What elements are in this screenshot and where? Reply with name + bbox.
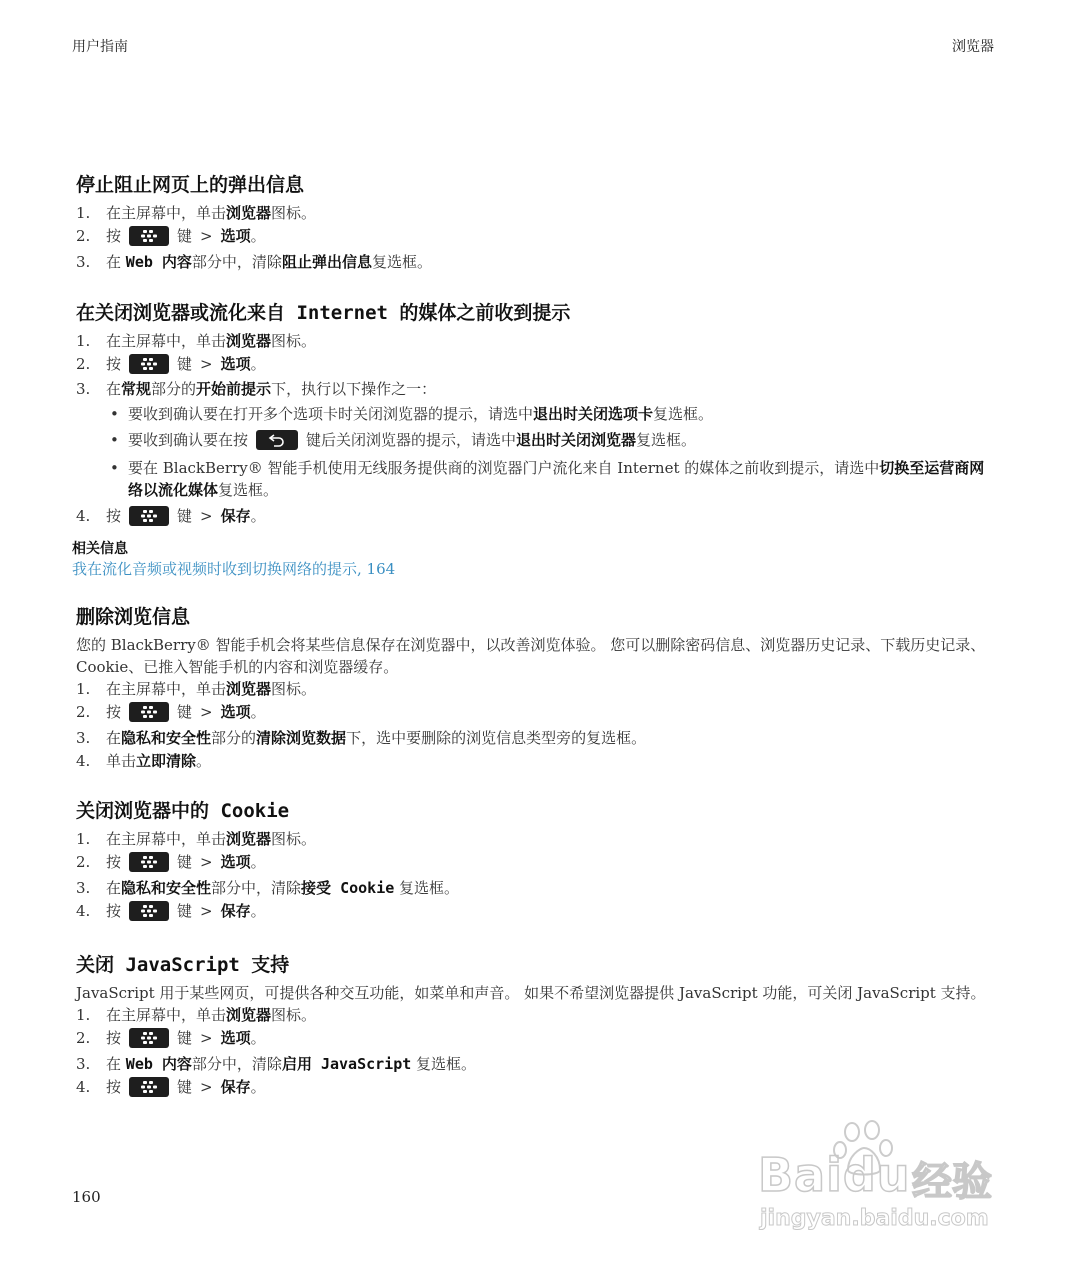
menu-key-icon [129, 506, 169, 526]
list-item: 3. 在 Web 内容部分中，清除阻止弹出信息复选框。 [76, 253, 432, 271]
menu-key-icon [129, 702, 169, 722]
list-item: 1. 在主屏幕中，单击浏览器图标。 [76, 1006, 317, 1024]
list-item: 4. 按 键 > 保存。 [76, 902, 266, 920]
section-delete-browsing-info [76, 604, 996, 773]
step-list [76, 828, 996, 923]
bullet-icon: • [110, 459, 119, 477]
header-guide-title: 用户指南 [72, 39, 128, 55]
section-disable-javascript [76, 952, 996, 1099]
list-item: 4. 按 键 > 保存。 [76, 1078, 266, 1096]
menu-key-icon [129, 852, 169, 872]
section-prompt-before-close [76, 300, 996, 528]
list-item: • 要收到确认要在按 键后关闭浏览器的提示，请选中退出时关闭浏览器复选框。 [110, 431, 697, 449]
list-item: 1. 在主屏幕中，单击浏览器图标。 [76, 204, 317, 222]
page-number: 160 [72, 1188, 101, 1206]
list-item: 4. 按 键 > 保存。 [76, 507, 266, 525]
escape-key-icon [256, 430, 298, 450]
list-item: 3. 在 Web 内容部分中，清除启用 JavaScript 复选框。 [76, 1055, 477, 1073]
section-title: 关闭浏览器中的 Cookie [76, 800, 290, 822]
section-description: JavaScript 用于某些网页，可提供各种交互功能，如菜单和声音。 如果不希望浏览器提供 JavaScript 功能，可关闭 JavaScript 支持。 [76, 984, 986, 1002]
step-list [76, 505, 996, 528]
list-item: 3. 在隐私和安全性部分中，清除接受 Cookie 复选框。 [76, 879, 460, 897]
list-item: 2. 按 键 > 选项。 [76, 355, 266, 373]
section-disable-cookies [76, 798, 996, 923]
header-section-title: 浏览器 [952, 39, 994, 55]
bullet-icon: • [110, 405, 119, 423]
bullet-icon: • [110, 431, 119, 449]
section-title: 关闭 JavaScript 支持 [76, 954, 290, 976]
list-item: 2. 按 键 > 选项。 [76, 703, 266, 721]
menu-key-icon [129, 1077, 169, 1097]
watermark-cn: 经验 [912, 1159, 992, 1205]
list-item: 2. 按 键 > 选项。 [76, 853, 266, 871]
option-list [76, 403, 996, 501]
list-item: 1. 在主屏幕中，单击浏览器图标。 [76, 680, 317, 698]
section-description: 您的 BlackBerry® 智能手机会将某些信息保存在浏览器中，以改善浏览体验。 您可以删除密码信息、浏览器历史记录、下载历史记录、Cookie、已推入智能手机的内容和浏览器缓存。 [76, 636, 986, 676]
list-item: • 要收到确认要在打开多个选项卡时关闭浏览器的提示，请选中退出时关闭选项卡复选框。 [110, 405, 714, 423]
list-item: 3. 在隐私和安全性部分的清除浏览数据下，选中要删除的浏览信息类型旁的复选框。 [76, 729, 647, 747]
list-item: 1. 在主屏幕中，单击浏览器图标。 [76, 332, 317, 350]
watermark-brand: Baidu [758, 1148, 911, 1202]
menu-key-icon [129, 354, 169, 374]
list-item: 2. 按 键 > 选项。 [76, 1029, 266, 1047]
related-info-heading: 相关信息 [72, 541, 128, 557]
step-list [76, 330, 996, 401]
section-title: 在关闭浏览器或流化来自 Internet 的媒体之前收到提示 [76, 302, 571, 324]
related-info-link[interactable]: 我在流化音频或视频时收到切换网络的提示, 164 [72, 560, 396, 578]
list-item: 4. 单击立即清除。 [76, 752, 212, 770]
menu-key-icon [129, 1028, 169, 1048]
step-list [76, 678, 996, 773]
list-item: 1. 在主屏幕中，单击浏览器图标。 [76, 830, 317, 848]
step-list [76, 1004, 996, 1099]
list-item: 2. 按 键 > 选项。 [76, 227, 266, 245]
menu-key-icon [129, 226, 169, 246]
list-item: • 要在 BlackBerry® 智能手机使用无线服务提供商的浏览器门户流化来自 Internet 的媒体之前收到提示，请选中切换至运营商网络以流化媒体复选框。 [110, 459, 985, 499]
list-item: 3. 在常规部分的开始前提示下，执行以下操作之一： [76, 380, 437, 398]
watermark-url: jingyan.baidu.com [760, 1206, 989, 1231]
step-list [76, 202, 996, 274]
menu-key-icon [129, 901, 169, 921]
section-stop-popup-block [76, 172, 996, 274]
section-title: 删除浏览信息 [76, 606, 191, 628]
section-title: 停止阻止网页上的弹出信息 [76, 174, 305, 196]
